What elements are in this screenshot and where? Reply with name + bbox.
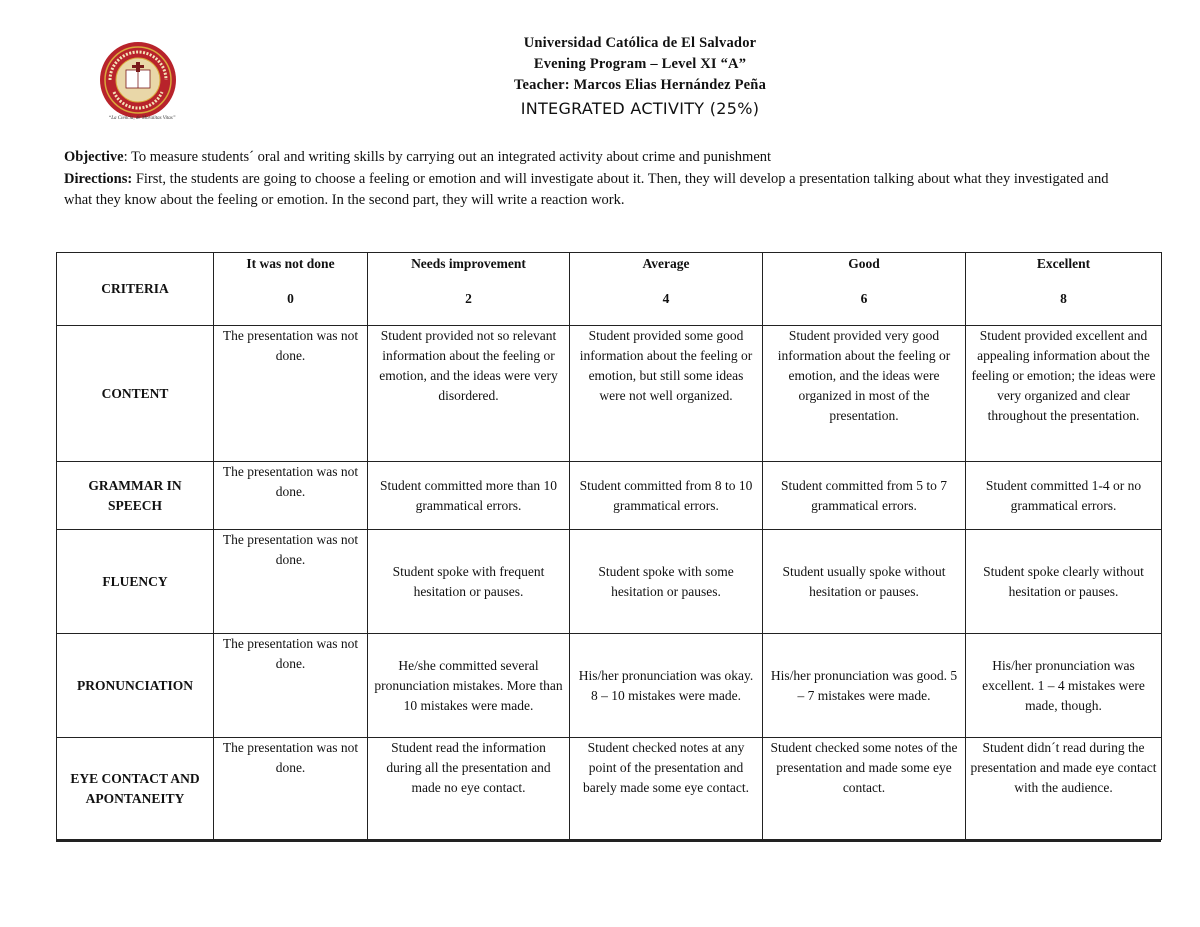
level-label: Average — [642, 256, 690, 271]
level-label: Good — [848, 256, 880, 271]
level-header — [214, 253, 368, 326]
document-header — [360, 33, 920, 121]
rubric-cell: The presentation was not done. — [214, 530, 368, 634]
rubric-cell: Student provided very good information about the feeling or emotion, and the ideas were organized in most of the presentation. — [763, 326, 966, 462]
rubric-cell: Student spoke with some hesitation or pauses. — [570, 530, 763, 634]
rubric-cell: The presentation was not done. — [214, 634, 368, 738]
level-label: Needs improvement — [411, 256, 526, 271]
criterion-name: CONTENT — [57, 326, 214, 462]
rubric-cell: Student usually spoke without hesitation or pauses. — [763, 530, 966, 634]
directions-text: First, the students are going to choose a feeling or emotion and will investigate about it. Then, they will develop a presentation talking about what they investigated and what they know about the feeling or emotion. In the second part, they will write a reaction work. — [64, 170, 1109, 208]
level-header — [570, 253, 763, 326]
level-header — [763, 253, 966, 326]
seal-motto: “La Ciencia, de Moralitas Vitas” — [108, 116, 176, 121]
level-points: 8 — [1060, 291, 1067, 306]
rubric-cell: Student checked notes at any point of the presentation and barely made some eye contact. — [570, 738, 763, 840]
objective-label: Objective — [64, 149, 124, 165]
rubric-cell: Student provided not so relevant information about the feeling or emotion, and the ideas were very disordered. — [368, 326, 570, 462]
rubric-cell: His/her pronunciation was excellent. 1 – 4 mistakes were made, though. — [966, 634, 1162, 738]
level-points: 0 — [287, 291, 294, 306]
rubric-cell: Student provided excellent and appealing information about the feeling or emotion; the ideas were very organized and clear throughout the presentation. — [966, 326, 1162, 462]
rubric-cell: His/her pronunciation was good. 5 – 7 mistakes were made. — [763, 634, 966, 738]
rubric-cell: His/her pronunciation was okay. 8 – 10 mistakes were made. — [570, 634, 763, 738]
rubric-row-content — [57, 326, 1162, 462]
level-points: 6 — [860, 291, 868, 306]
rubric-cell: Student committed from 8 to 10 grammatical errors. — [570, 462, 763, 530]
rubric-cell: Student committed from 5 to 7 grammatical errors. — [763, 462, 966, 530]
rubric-row-fluency — [57, 530, 1162, 634]
rubric-cell: The presentation was not done. — [214, 738, 368, 840]
instructions — [64, 147, 1124, 212]
table-bottom-border — [56, 840, 1161, 842]
level-label: It was not done — [246, 256, 335, 271]
rubric-cell: Student provided some good information about the feeling or emotion, but still some ideas were not well organized. — [570, 326, 763, 462]
rubric-cell: Student spoke clearly without hesitation or pauses. — [966, 530, 1162, 634]
level-points: 4 — [662, 291, 670, 306]
rubric-row-pronunciation — [57, 634, 1162, 738]
objective-text: : To measure students´ oral and writing skills by carrying out an integrated activity about crime and punishment — [123, 149, 772, 165]
directions-label: Directions: — [64, 170, 133, 187]
criterion-name: PRONUNCIATION — [57, 634, 214, 738]
criterion-name: GRAMMAR IN SPEECH — [57, 462, 214, 530]
directions-line — [64, 169, 1124, 212]
objective-line — [64, 147, 1124, 169]
rubric-cell: Student read the information during all the presentation and made no eye contact. — [368, 738, 570, 840]
rubric-table — [56, 252, 1162, 840]
rubric-cell: Student didn´t read during the presentation and made eye contact with the audience. — [966, 738, 1162, 840]
rubric-cell: Student spoke with frequent hesitation or pauses. — [368, 530, 570, 634]
level-points: 2 — [465, 291, 472, 306]
rubric-header-row — [57, 253, 1162, 326]
program-name: Evening Program – Level XI “A” — [533, 56, 747, 72]
level-header — [368, 253, 570, 326]
university-name: Universidad Católica de El Salvador — [523, 35, 757, 51]
level-label: Excellent — [1036, 256, 1091, 271]
university-seal-logo — [92, 40, 184, 124]
level-header — [966, 253, 1162, 326]
rubric-cell: Student committed more than 10 grammatical errors. — [368, 462, 570, 530]
criteria-header: CRITERIA — [57, 253, 214, 326]
criterion-name: EYE CONTACT AND APONTANEITY — [57, 738, 214, 840]
rubric-cell: The presentation was not done. — [214, 326, 368, 462]
rubric-cell: Student committed 1-4 or no grammatical errors. — [966, 462, 1162, 530]
teacher-name: Teacher: Marcos Elias Hernández Peña — [513, 77, 767, 93]
rubric-row-grammar — [57, 462, 1162, 530]
rubric-row-eye-contact — [57, 738, 1162, 840]
rubric-cell: The presentation was not done. — [214, 462, 368, 530]
activity-title: INTEGRATED ACTIVITY (25%) — [520, 99, 760, 118]
rubric-cell: He/she committed several pronunciation mistakes. More than 10 mistakes were made. — [368, 634, 570, 738]
rubric-cell: Student checked some notes of the presentation and made some eye contact. — [763, 738, 966, 840]
criterion-name: FLUENCY — [57, 530, 214, 634]
